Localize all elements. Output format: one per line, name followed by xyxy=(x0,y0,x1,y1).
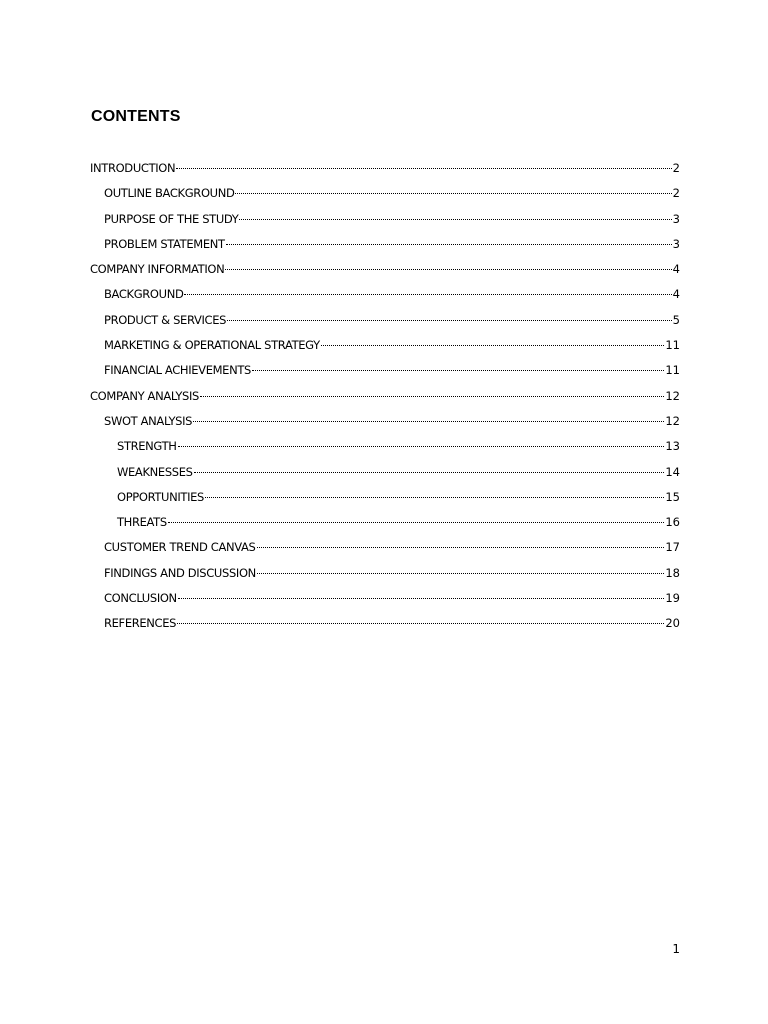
toc-entry-label: MARKETING & OPERATIONAL STRATEGY xyxy=(104,338,320,353)
toc-entry[interactable] xyxy=(90,232,680,257)
toc-entry[interactable] xyxy=(90,460,680,485)
toc-entry-page-number: 3 xyxy=(672,236,680,251)
table-of-contents xyxy=(90,156,680,637)
toc-entry[interactable] xyxy=(90,434,680,459)
toc-entry-page-number: 14 xyxy=(665,464,680,479)
dot-leader xyxy=(225,269,671,270)
toc-entry-label: WEAKNESSES xyxy=(117,464,193,479)
toc-entry-label: INTRODUCTION xyxy=(90,161,176,175)
dot-leader xyxy=(177,623,664,624)
toc-entry-label: PRODUCT & SERVICES xyxy=(104,312,227,327)
toc-entry-page-number: 4 xyxy=(672,262,680,277)
toc-entry-page-number: 2 xyxy=(672,186,680,201)
toc-entry-page-number: 17 xyxy=(665,540,680,555)
toc-entry-page-number: 18 xyxy=(665,565,680,580)
toc-entry-page-number: 12 xyxy=(665,388,680,403)
toc-entry-label: OPPORTUNITIES xyxy=(117,489,204,504)
toc-entry-label: COMPANY ANALYSIS xyxy=(90,388,199,403)
toc-entry-label: FINANCIAL ACHIEVEMENTS xyxy=(104,363,251,378)
toc-entry-label: PURPOSE OF THE STUDY xyxy=(104,211,239,226)
toc-entry[interactable] xyxy=(90,510,680,535)
toc-entry-label: STRENGTH xyxy=(117,439,177,454)
toc-entry-page-number: 11 xyxy=(665,338,680,353)
dot-leader xyxy=(178,446,665,447)
toc-entry[interactable] xyxy=(90,257,680,282)
toc-entry[interactable] xyxy=(90,535,680,560)
toc-entry-label: OUTLINE BACKGROUND xyxy=(104,186,235,201)
toc-entry-page-number: 2 xyxy=(672,161,680,175)
toc-entry[interactable] xyxy=(90,333,680,358)
dot-leader xyxy=(176,168,671,169)
toc-entry-page-number: 5 xyxy=(672,312,680,327)
toc-entry-label: THREATS xyxy=(117,515,167,530)
toc-entry-label: CONCLUSION xyxy=(104,591,177,606)
toc-entry[interactable] xyxy=(90,409,680,434)
toc-entry[interactable] xyxy=(90,308,680,333)
toc-entry-label: BACKGROUND xyxy=(104,287,184,302)
dot-leader xyxy=(257,547,665,548)
dot-leader xyxy=(257,573,664,574)
toc-entry-page-number: 16 xyxy=(665,515,680,530)
toc-entry[interactable] xyxy=(90,485,680,510)
toc-entry-label: SWOT ANALYSIS xyxy=(104,413,193,428)
dot-leader xyxy=(252,370,664,371)
toc-entry-page-number: 19 xyxy=(665,591,680,606)
toc-entry[interactable] xyxy=(90,611,680,636)
dot-leader xyxy=(227,320,672,321)
dot-leader xyxy=(178,598,665,599)
toc-entry[interactable] xyxy=(90,561,680,586)
dot-leader xyxy=(184,294,671,295)
dot-leader xyxy=(226,244,672,245)
toc-entry-page-number: 4 xyxy=(672,287,680,302)
toc-entry-page-number: 15 xyxy=(665,489,680,504)
toc-entry-label: CUSTOMER TREND CANVAS xyxy=(104,540,256,555)
toc-entry[interactable] xyxy=(90,358,680,383)
toc-entry-page-number: 13 xyxy=(665,439,680,454)
dot-leader xyxy=(168,522,665,523)
toc-entry-label: FINDINGS AND DISCUSSION xyxy=(104,565,256,580)
toc-entry-page-number: 3 xyxy=(672,211,680,226)
dot-leader xyxy=(205,497,664,498)
toc-entry[interactable] xyxy=(90,384,680,409)
toc-entry-page-number: 11 xyxy=(665,363,680,378)
toc-heading: CONTENTS xyxy=(91,108,181,125)
toc-entry-label: COMPANY INFORMATION xyxy=(90,262,225,277)
dot-leader xyxy=(239,219,671,220)
toc-entry[interactable] xyxy=(90,156,680,181)
toc-entry[interactable] xyxy=(90,207,680,232)
page-number: 1 xyxy=(672,942,680,956)
toc-entry-page-number: 20 xyxy=(665,616,680,631)
dot-leader xyxy=(321,345,665,346)
dot-leader xyxy=(193,421,664,422)
toc-entry-label: PROBLEM STATEMENT xyxy=(104,236,225,251)
dot-leader xyxy=(200,396,664,397)
toc-entry-label: REFERENCES xyxy=(104,616,177,631)
dot-leader xyxy=(194,472,665,473)
toc-entry[interactable] xyxy=(90,282,680,307)
toc-entry-page-number: 12 xyxy=(665,413,680,428)
dot-leader xyxy=(235,193,671,194)
toc-entry[interactable] xyxy=(90,586,680,611)
toc-entry[interactable] xyxy=(90,181,680,206)
